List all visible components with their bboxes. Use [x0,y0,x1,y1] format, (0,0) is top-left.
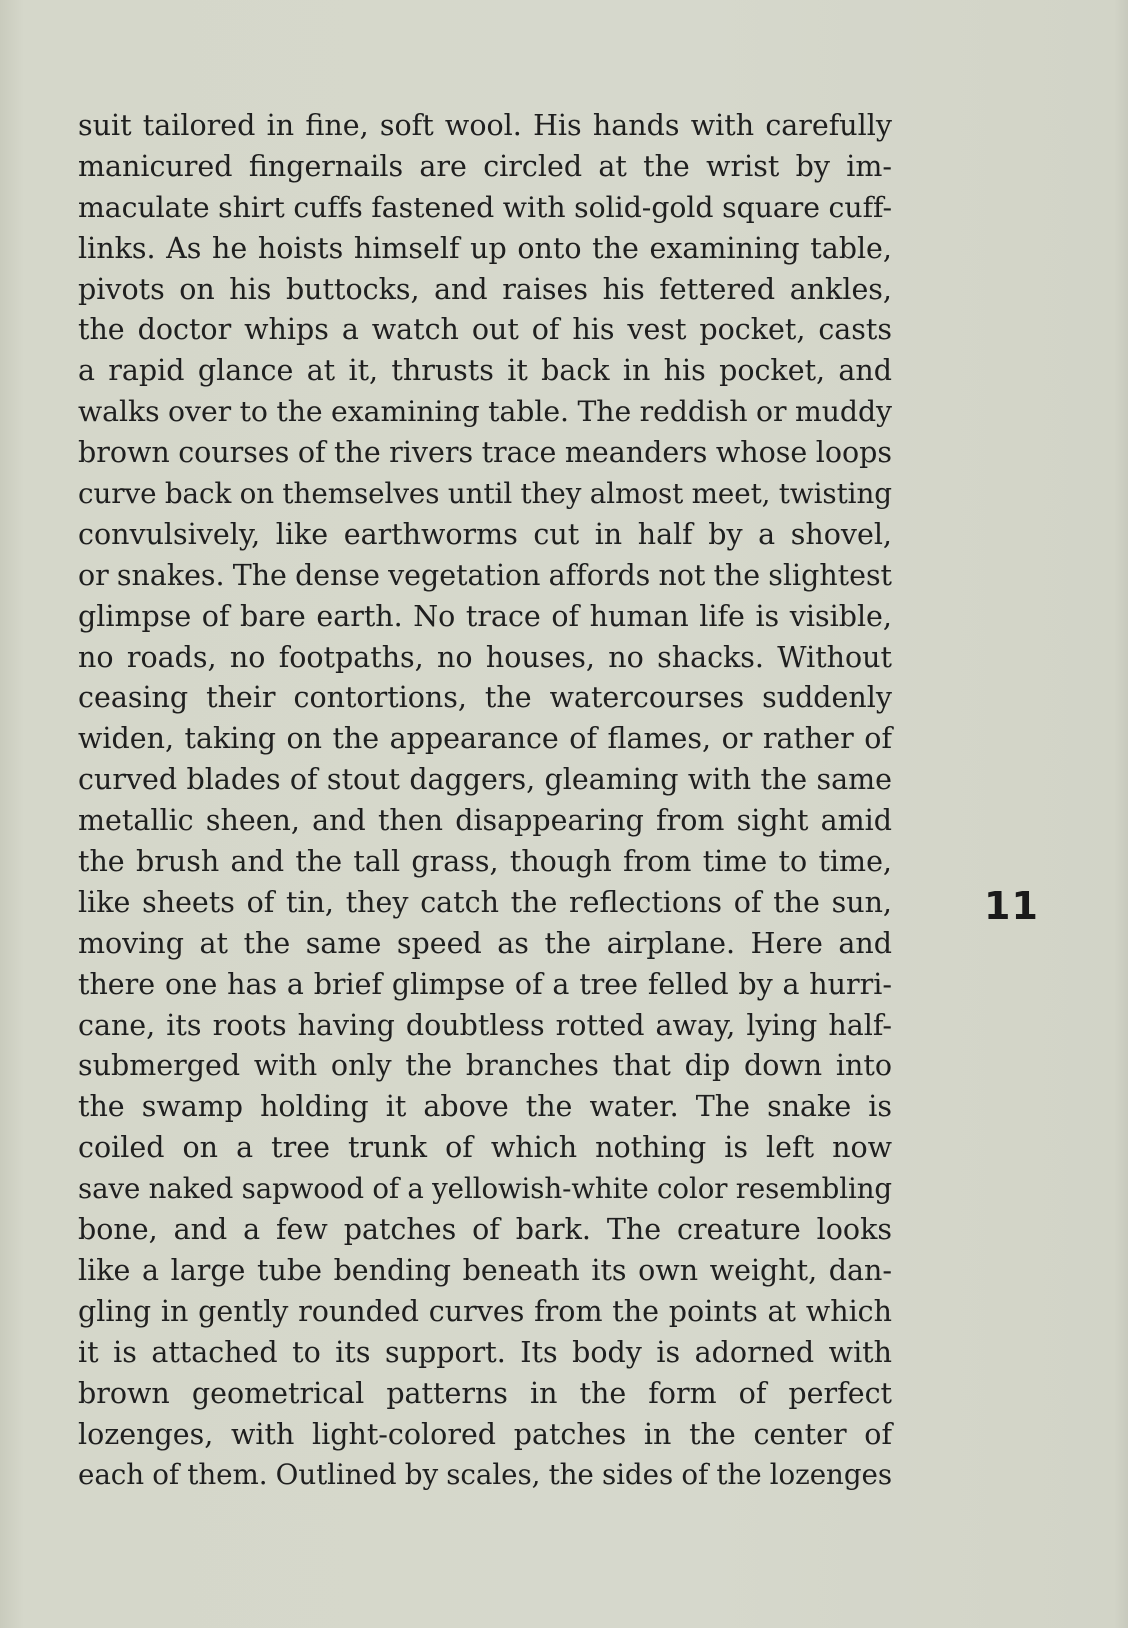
text-line: the brush and the tall grass, though from time to time, [78,845,892,879]
text-line: the doctor whips a watch out of his vest pocket, casts [78,313,892,347]
text-line: the swamp holding it above the water. The snake is [78,1090,892,1124]
text-line: submerged with only the branches that dip down into [78,1049,892,1083]
text-line: glimpse of bare earth. No trace of human life is visible, [78,599,892,633]
text-line: a rapid glance at it, thrusts it back in his pocket, and [78,354,892,388]
text-line: or snakes. The dense vegetation affords not the slightest [78,558,892,592]
page-edge-shadow [1114,0,1128,1628]
text-line: bone, and a few patches of bark. The creature looks [78,1213,892,1247]
text-line: no roads, no footpaths, no houses, no shacks. Without [78,640,892,674]
text-line: it is attached to its support. Its body is adorned with [78,1335,892,1369]
text-line: cane, its roots having doubtless rotted away, lying half- [78,1008,892,1042]
text-line: walks over to the examining table. The reddish or muddy [78,395,892,429]
text-line: ceasing their contortions, the watercourses suddenly [78,681,892,715]
text-line: like sheets of tin, they catch the reflections of the sun, [78,885,892,919]
text-line: metallic sheen, and then disappearing from sight amid [78,804,892,838]
text-line: maculate shirt cuffs fastened with solid-gold square cuff- [78,190,892,224]
body-text [78,106,892,1496]
text-line: widen, taking on the appearance of flames, or rather of [78,722,892,756]
text-line: like a large tube bending beneath its own weight, dan- [78,1253,892,1287]
text-line: convulsively, like earthworms cut in half by a shovel, [78,517,892,551]
text-line: brown courses of the rivers trace meanders whose loops [78,436,892,470]
text-line: each of them. Outlined by scales, the sides of the lozenges [78,1458,892,1492]
text-line: manicured fingernails are circled at the wrist by im- [78,149,892,183]
text-line: save naked sapwood of a yellowish-white color resembling [78,1172,892,1206]
text-line: moving at the same speed as the airplane. Here and [78,926,892,960]
text-line: lozenges, with light-colored patches in the center of [78,1417,892,1451]
text-line: curve back on themselves until they almost meet, twisting [78,477,892,511]
page-number: 11 [984,884,1039,928]
text-line: gling in gently rounded curves from the points at which [78,1294,892,1328]
text-line: there one has a brief glimpse of a tree felled by a hurri- [78,967,892,1001]
text-line: coiled on a tree trunk of which nothing is left now [78,1131,892,1165]
text-line: pivots on his buttocks, and raises his fettered ankles, [78,272,892,306]
text-line: suit tailored in fine, soft wool. His hands with carefully [78,109,892,142]
text-line: links. As he hoists himself up onto the examining table, [78,231,892,265]
text-line: curved blades of stout daggers, gleaming with the same [78,763,892,797]
text-line: brown geometrical patterns in the form of perfect [78,1376,892,1410]
